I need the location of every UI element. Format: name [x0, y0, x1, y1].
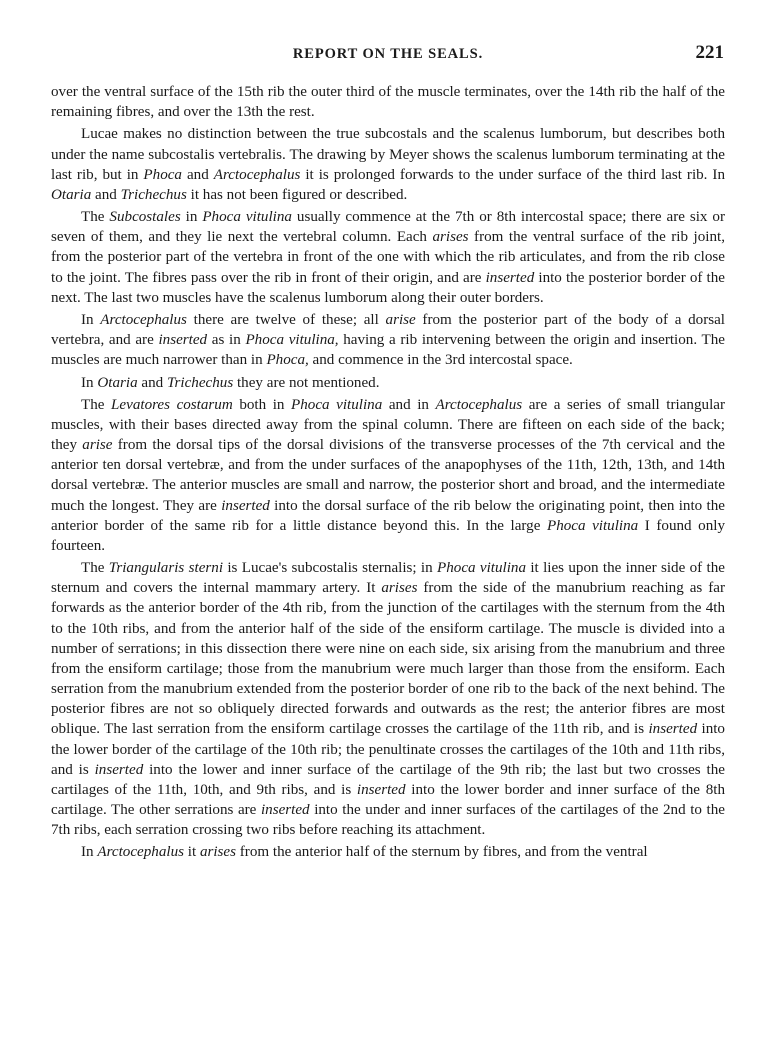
- text-run: and in: [382, 396, 436, 413]
- text-run: and: [181, 166, 214, 183]
- text-run: from the side of the manubrium reaching as far forwards as the anterior border of the 4th rib, from the junction of the cartilages with the sternum from the 4th to the 10th ribs, and from the anterior half of the side of the ensiform cartilage. The muscle is divided into a number of serrations; in this dissection there were nine on each side, six arising from the manubrium and three from the ensiform cartilage; those from the manubrium were much larger than those from the ensiform. Each serration from the manubrium extended from the posterior border of one rib to the back of the next behind. The posterior fibres are not so obliquely directed forwards and outwards as the rest; the anterior fibres are most oblique. The last serration from the ensiform cartilage crosses the cartilage of the 11th rib, and is: [51, 580, 725, 738]
- text-run: it has not been figured or described.: [186, 186, 408, 203]
- paragraph: [51, 373, 725, 393]
- text-run: I found only fourteen.: [51, 517, 725, 554]
- italic-term: Levatores costarum: [111, 396, 233, 413]
- paragraph: [51, 558, 725, 840]
- text-run: and: [137, 374, 167, 391]
- page-number: 221: [695, 42, 724, 63]
- italic-term: arises: [381, 580, 418, 597]
- text-run: and: [91, 186, 121, 203]
- text-run: into the under and inner surfaces of the cartilages of the 2nd to the 7th ribs, each serration crossing two ribs before reaching its attachment.: [51, 802, 725, 839]
- text-run: from the ventral surface of the rib joint, from the posterior part of the vertebra in front of the one with which the rib articulates, and from the rib close to the joint. The fibres pass over the rib in front of their origin, and are: [51, 229, 725, 286]
- italic-term: Phoca: [143, 166, 182, 183]
- paragraph: [51, 207, 725, 308]
- paragraph: [51, 395, 725, 556]
- italic-term: Trichechus: [166, 374, 234, 391]
- text-run: are a series of small triangular muscles, with their bases directed away from the spinal column. There are fifteen on each side of the back; they: [51, 396, 725, 454]
- text-run: it lies upon the inner side of the sternum and covers the internal mammary artery. It: [51, 560, 725, 597]
- text-run: into the posterior border of the next. The last two muscles have the scalenus lumborum along their outer borders.: [51, 269, 725, 306]
- italic-term: Phoca vitulina,: [245, 332, 339, 349]
- text-run: into the dorsal surface of the rib below the originating point, then into the anterior border of the same rib for a little distance beyond this. In the large: [51, 497, 725, 534]
- running-title: REPORT ON THE SEALS.: [292, 46, 484, 62]
- text-run: they are not mentioned.: [233, 374, 380, 391]
- text-run: The: [81, 209, 110, 226]
- text-run: usually commence at the 7th or 8th intercostal space; there are six or seven of them, and they lie next the vertebral column. Each: [51, 209, 725, 246]
- text-run: from the posterior part of the body of a dorsal vertebra, and are: [51, 312, 725, 349]
- text-run: in: [180, 209, 203, 226]
- text-run: The: [81, 396, 112, 413]
- italic-term: Otaria: [51, 186, 92, 203]
- paragraph: [51, 842, 725, 862]
- text-run: both in: [232, 396, 292, 413]
- text-run: In: [81, 374, 98, 391]
- italic-term: inserted: [221, 497, 270, 514]
- italic-term: Trichechus: [120, 186, 187, 203]
- text-run: it: [184, 844, 200, 861]
- italic-term: Phoca vitulina: [202, 209, 292, 226]
- text-run: into the lower and inner surface of the cartilage of the 9th rib; the last but two crosses the cartilages of the 11th, 10th, and 9th ribs, and is: [51, 761, 725, 798]
- italic-term: Arctocephalus: [435, 396, 523, 413]
- body-text: [51, 82, 725, 865]
- text-run: from the anterior half of the sternum by fibres, and from the ventral: [236, 844, 648, 861]
- text-run: it is prolonged forwards to the under surface of the third last rib. In: [300, 166, 726, 183]
- text-run: into the lower border of the cartilage of the 10th rib; the penultinate crosses the cartilages of the 10th and 11th ribs, and is: [51, 721, 725, 778]
- italic-term: Arctocephalus: [97, 844, 184, 861]
- italic-term: Phoca vitulina: [546, 517, 639, 534]
- italic-term: Phoca vitulina: [291, 396, 383, 413]
- italic-term: arises: [432, 229, 469, 246]
- italic-term: inserted: [648, 721, 698, 738]
- text-run: having a rib intervening between the origin and insertion. The muscles are much narrower than in: [51, 332, 725, 369]
- italic-term: Arctocephalus: [213, 166, 301, 183]
- text-run: from the dorsal tips of the dorsal divisions of the transverse processes of the 7th cervical and the anterior ten dorsal vertebræ, and from the under surfaces of the anapophyses of the 11th, 12th, 13th, and 14th dorsal vertebræ. The anterior muscles are small and narrow, the posterior short and broad, and the intermediate much the longest. They are: [51, 437, 725, 514]
- text-run: there are twelve of these; all: [186, 312, 386, 328]
- running-header: [0, 42, 776, 72]
- italic-term: inserted: [94, 761, 144, 778]
- text-run: and commence in the 3rd intercostal space.: [308, 352, 573, 369]
- text-run: as in: [207, 332, 246, 349]
- italic-term: inserted: [485, 269, 535, 286]
- italic-term: inserted: [260, 802, 310, 819]
- italic-term: inserted: [356, 781, 406, 798]
- italic-term: Phoca,: [266, 352, 309, 369]
- italic-term: arise: [385, 312, 416, 328]
- italic-term: arises: [199, 844, 236, 861]
- paragraph: [51, 82, 725, 122]
- italic-term: Arctocephalus: [100, 312, 187, 328]
- italic-term: Triangularis sterni: [108, 560, 224, 577]
- text-run: over the ventral surface of the 15th rib the outer third of the muscle terminates, over the 14th rib the half of the remaining fibres, and over the 13th the rest.: [51, 84, 725, 121]
- paragraph: [51, 310, 725, 370]
- text-run: Lucae makes no distinction between the true subcostals and the scalenus lumborum, but describes both under the name subcostalis vertebralis. The drawing by Meyer shows the scalenus lumborum terminating at the last rib, but in: [51, 126, 725, 183]
- italic-term: arise: [82, 437, 113, 454]
- text-run: In: [81, 844, 98, 861]
- italic-term: Otaria: [97, 374, 138, 391]
- text-run: The: [81, 560, 109, 577]
- text-run: into the lower border and inner surface of the 8th cartilage. The other serrations are: [51, 781, 725, 819]
- italic-term: Phoca vitulina: [437, 560, 527, 577]
- paragraph: [51, 124, 725, 205]
- italic-term: Subcostales: [109, 209, 181, 226]
- italic-term: inserted: [158, 332, 208, 349]
- text-run: is Lucae's subcostalis sternalis; in: [223, 560, 437, 577]
- text-run: In: [81, 312, 101, 328]
